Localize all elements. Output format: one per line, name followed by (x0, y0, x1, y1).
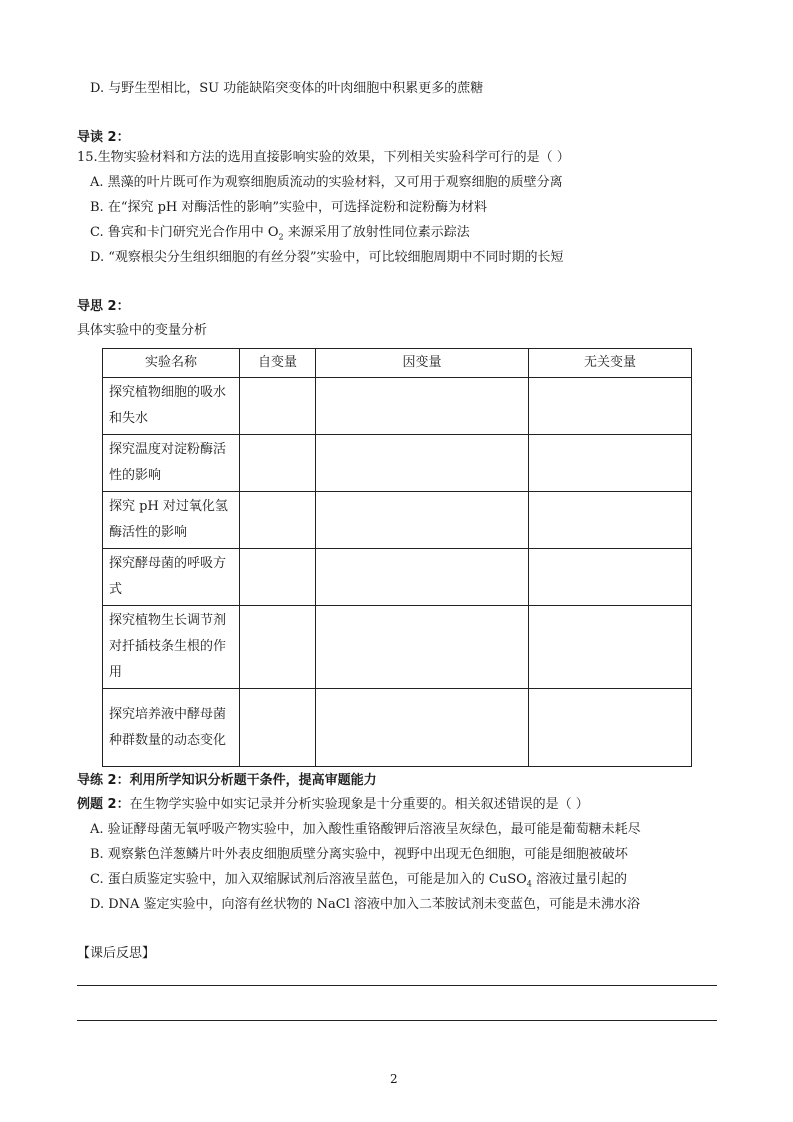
controlled-variable-cell[interactable] (529, 689, 692, 767)
dependent-variable-cell[interactable] (316, 689, 529, 767)
example-2-label: 例题 2： (77, 797, 130, 812)
table-row (103, 435, 692, 492)
q15-option-b: B. 在“探究 pH 对酶活性的影响”实验中，可选择淀粉和淀粉酶为材料 (90, 200, 488, 215)
reflection-writing-line[interactable] (77, 1020, 717, 1021)
question-15: 15.生物实验材料和方法的选用直接影响实验的效果，下列相关实验科学可行的是（ ） (77, 150, 570, 165)
controlled-variable-cell[interactable] (529, 606, 692, 689)
q15-option-a: A. 黑藻的叶片既可作为观察细胞质流动的实验材料，又可用于观察细胞的质壁分离 (90, 175, 563, 190)
reflection-heading: 【课后反思】 (77, 946, 156, 961)
controlled-variable-cell[interactable] (529, 492, 692, 549)
dependent-variable-cell[interactable] (316, 606, 529, 689)
dependent-variable-cell[interactable] (316, 378, 529, 435)
table-row (103, 378, 692, 435)
experiment-name-cell: 探究酵母菌的呼吸方式 (103, 549, 240, 606)
example-2 (77, 797, 589, 813)
daolian-heading: 导练 2：利用所学知识分析题干条件，提高审题能力 (77, 773, 377, 788)
experiment-name-cell: 探究植物细胞的吸水和失水 (103, 378, 240, 435)
example-2-text: 在生物学实验中如实记录并分析实验现象是十分重要的。相关叙述错误的是（ ） (129, 797, 589, 812)
header-controlled-variable: 无关变量 (529, 349, 692, 378)
independent-variable-cell[interactable] (240, 378, 316, 435)
controlled-variable-cell[interactable] (529, 435, 692, 492)
independent-variable-cell[interactable] (240, 606, 316, 689)
reflection-writing-line[interactable] (77, 985, 717, 986)
independent-variable-cell[interactable] (240, 435, 316, 492)
experiment-name-cell: 探究植物生长调节剂对扦插枝条生根的作用 (103, 606, 240, 689)
independent-variable-cell[interactable] (240, 549, 316, 606)
experiment-name-cell: 探究 pH 对过氧化氢酶活性的影响 (103, 492, 240, 549)
header-independent-variable: 自变量 (240, 349, 316, 378)
daosi-heading: 导思 2： (77, 299, 130, 314)
example-option-b: B. 观察紫色洋葱鳞片叶外表皮细胞质壁分离实验中，视野中出现无色细胞，可能是细胞被破坏 (90, 847, 628, 862)
independent-variable-cell[interactable] (240, 492, 316, 549)
example-option-a: A. 验证酵母菌无氧呼吸产物实验中，加入酸性重铬酸钾后溶液呈灰绿色，最可能是葡萄糖未耗尽 (90, 822, 641, 837)
q15-option-d: D. “观察根尖分生组织细胞的有丝分裂”实验中，可比较细胞周期中不同时期的长短 (90, 250, 564, 265)
prev-question-option-d: D. 与野生型相比，SU 功能缺陷突变体的叶肉细胞中积累更多的蔗糖 (90, 81, 484, 96)
dependent-variable-cell[interactable] (316, 435, 529, 492)
table-row (103, 492, 692, 549)
example-option-d: D. DNA 鉴定实验中，向溶有丝状物的 NaCl 溶液中加入二苯胺试剂未变蓝色，可能是未沸水浴 (90, 897, 641, 912)
header-dependent-variable: 因变量 (316, 349, 529, 378)
table-row (103, 606, 692, 689)
controlled-variable-cell[interactable] (529, 378, 692, 435)
variable-analysis-table (102, 348, 692, 767)
experiment-name-cell: 探究温度对淀粉酶活性的影响 (103, 435, 240, 492)
dependent-variable-cell[interactable] (316, 492, 529, 549)
experiment-name-cell: 探究培养液中酵母菌种群数量的动态变化 (103, 689, 240, 767)
controlled-variable-cell[interactable] (529, 549, 692, 606)
variable-analysis-subtitle: 具体实验中的变量分析 (77, 323, 208, 338)
table-row (103, 549, 692, 606)
q15-option-c: C. 鲁宾和卡门研究光合作用中 $O_2$ 来源采用了放射性同位素示踪法 (90, 225, 470, 242)
daodu-heading: 导读 2： (77, 130, 130, 145)
header-experiment-name: 实验名称 (103, 349, 240, 378)
independent-variable-cell[interactable] (240, 689, 316, 767)
example-option-c: C. 蛋白质鉴定实验中，加入双缩脲试剂后溶液呈蓝色，可能是加入的 CuSO$_4$ 溶液过量引起的 (90, 872, 627, 889)
table-row (103, 689, 692, 767)
table-header-row (103, 349, 692, 378)
dependent-variable-cell[interactable] (316, 549, 529, 606)
page-number: 2 (390, 1072, 398, 1086)
